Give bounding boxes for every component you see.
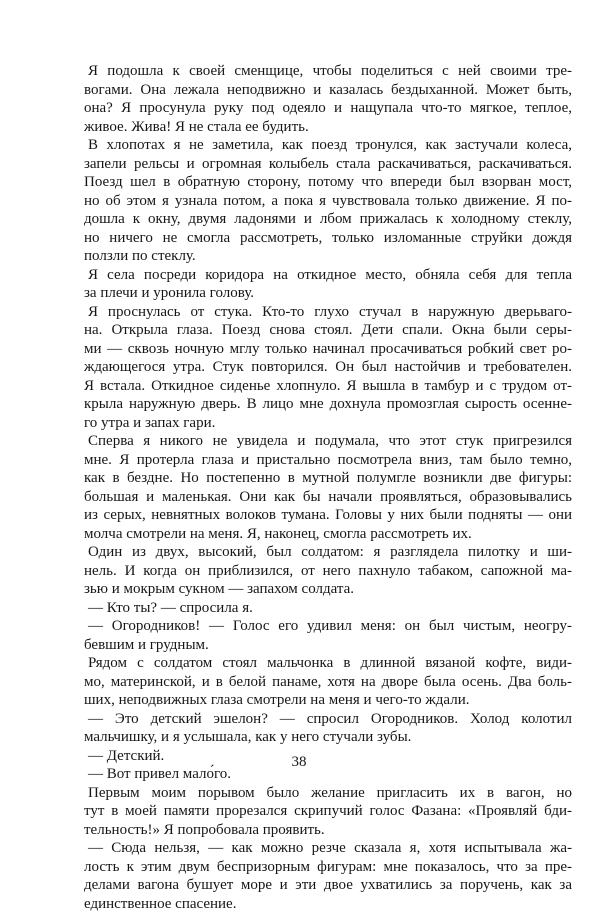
text-line: Я встала. Откидное сиденье хлопнуло. Я вышла в тамбур и с трудом от- <box>84 377 572 396</box>
text-line: ми — сквозь ночную мглу только начинал просачиваться робкий свет ро- <box>84 340 572 359</box>
text-line: ползли по стеклу. <box>84 247 572 266</box>
text-line: Поезд шел в обратную сторону, потому что впереди был взорван мост, <box>84 173 572 192</box>
text-line: она? Я просунула руку под одеяло и нащупала что-то мягкое, теплое, <box>84 99 572 118</box>
text-line: — Кто ты? — спросила я. <box>84 599 572 618</box>
text-line: живое. Жива! Я не стала ее будить. <box>84 118 572 137</box>
text-line: молча смотрели на меня. Я, наконец, смогла рассмотреть их. <box>84 525 572 544</box>
text-line: запели рельсы и огромная колыбель стала раскачиваться, раскачиваться. <box>84 155 572 174</box>
text-line: дошла к окну, двумя ладонями и лбом прижалась к холодному стеклу, <box>84 210 572 229</box>
text-line: лость к этим двум беспризорным фигурам: мне показалось, что за пре- <box>84 858 572 877</box>
text-line: тельность!» Я попробовала проявить. <box>84 821 572 840</box>
text-line: единственное спасение. <box>84 895 572 913</box>
text-line: ждающегося утра. Стук повторился. Он был настойчив и требователен. <box>84 358 572 377</box>
text-line: мне. Я протерла глаза и пристально посмотрела вниз, там было темно, <box>84 451 572 470</box>
text-line: на. Открыла глаза. Поезд снова стоял. Дети спали. Окна были серы- <box>84 321 572 340</box>
text-line: но об этом я узнала потом, а пока я чувствовала только движение. Я по- <box>84 192 572 211</box>
text-line: большая и маленькая. Они как бы начали проявляться, образовывались <box>84 488 572 507</box>
text-line: Я проснулась от стука. Кто-то глухо стучал в наружную дверьваго- <box>84 303 572 322</box>
text-line: — Это детский эшелон? — спросил Огородников. Холод колотил <box>84 710 572 729</box>
text-line: за плечи и уронила голову. <box>84 284 572 303</box>
text-line: вогами. Она лежала неподвижно и казалась бездыханной. Может быть, <box>84 81 572 100</box>
text-line: зью и мокрым сукном — запахом солдата. <box>84 580 572 599</box>
text-line: Сперва я никого не увидела и подумала, что этот стук пригрезился <box>84 432 572 451</box>
text-line: нель. И когда он приблизился, от него пахнуло табаком, сапожной ма- <box>84 562 572 581</box>
text-line: но ничего не смогла рассмотреть, только изломанные струйки дождя <box>84 229 572 248</box>
text-line: мальчишку, и я услышала, как у него стучали зубы. <box>84 728 572 747</box>
text-line: делами вагона бушует море и эти двое ухватились за поручень, как за <box>84 876 572 895</box>
page-number: 38 <box>0 754 598 771</box>
text-line: го утра и запах гари. <box>84 414 572 433</box>
text-line: Я села посреди коридора на откидное место, обняла себя для тепла <box>84 266 572 285</box>
text-line: ших, неподвижных глаза смотрели на меня и чего-то ждали. <box>84 691 572 710</box>
text-line: Я подошла к своей сменщице, чтобы поделиться с ней своими тре- <box>84 62 572 81</box>
text-line: крыла наружную дверь. В лицо мне дохнула промозглая сырость осенне- <box>84 395 572 414</box>
text-line: — Детский. <box>84 747 572 766</box>
text-line: Рядом с солдатом стоял мальчонка в длинной вязаной кофте, види- <box>84 654 572 673</box>
text-line: — Вот привел мало́го. <box>84 765 572 784</box>
text-line: из серых, невнятных волоков тумана. Головы у них были подняты — они <box>84 506 572 525</box>
text-line: бевшим и грудным. <box>84 636 572 655</box>
text-line: мо, материнской, и в белой панаме, хотя на дворе была осень. Два боль- <box>84 673 572 692</box>
text-line: Первым моим порывом было желание пригласить их в вагон, но <box>84 784 572 803</box>
text-line: как в бездне. Но постепенно в мутной полумгле возникли две фигуры: <box>84 469 572 488</box>
text-line: Один из двух, высокий, был солдатом: я разглядела пилотку и ши- <box>84 543 572 562</box>
text-line: В хлопотах я не заметила, как поезд тронулся, как застучали колеса, <box>84 136 572 155</box>
text-line: — Сюда нельзя, — как можно резче сказала я, хотя испытывала жа- <box>84 839 572 858</box>
body-text <box>84 62 572 913</box>
text-line: — Огородников! — Голос его удивил меня: он был чистым, неогру- <box>84 617 572 636</box>
text-line: тут в моей памяти прорезался скрипучий голос Фазана: «Проявляй бди- <box>84 802 572 821</box>
